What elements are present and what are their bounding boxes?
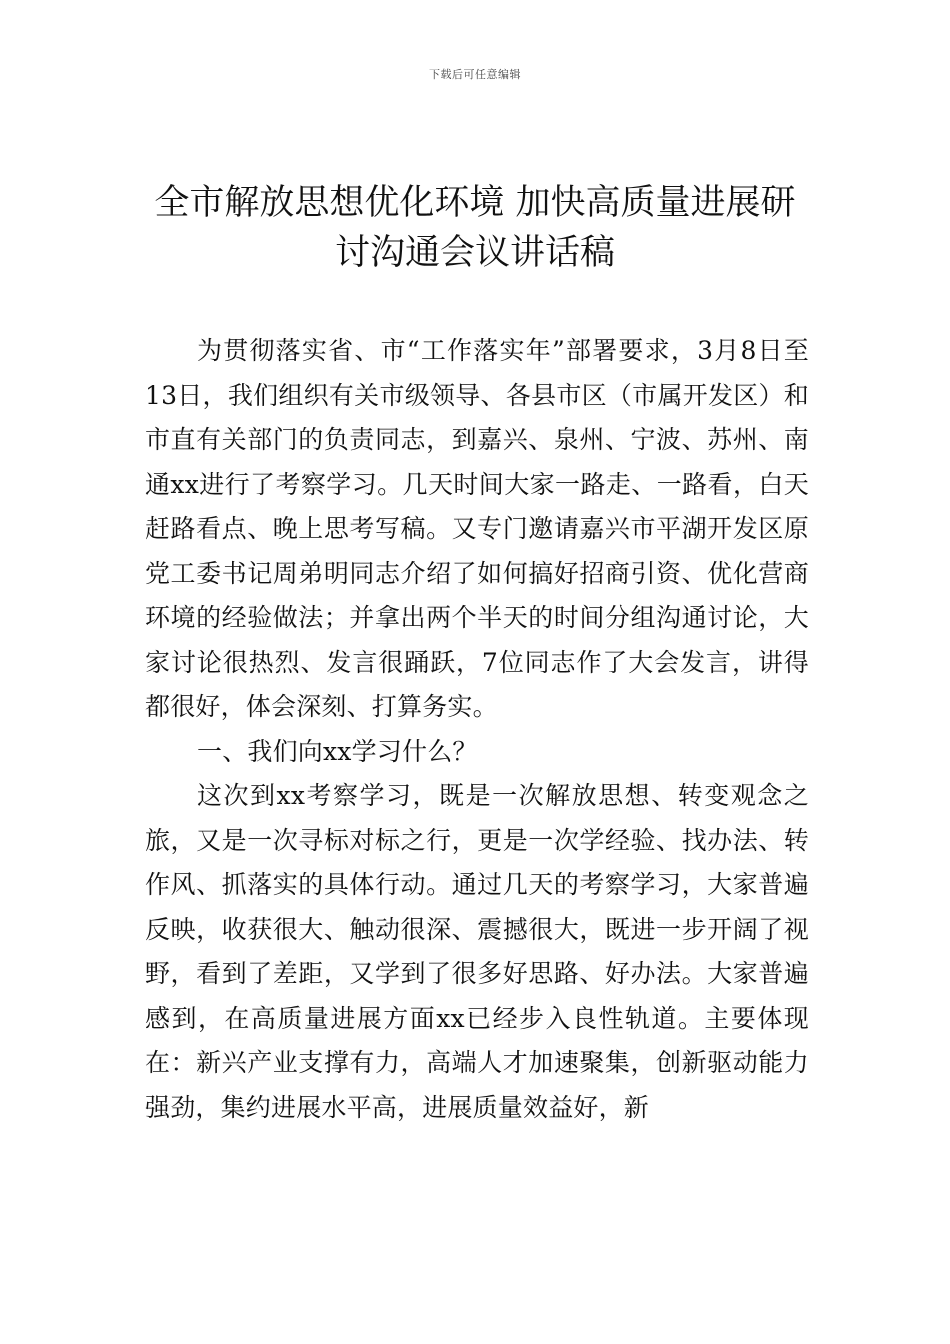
title-line-1: 全市解放思想优化环境 加快高质量进展研	[154, 183, 796, 223]
header-note: 下载后可任意编辑	[429, 68, 521, 81]
body-paragraph: 这次到xx考察学习，既是一次解放思想、转变观念之旅，又是一次寻标对标之行，更是一次学经验、找办法、转作风、抓落实的具体行动。通过几天的考察学习，大家普遍反映，收获很大、触动很深、震撼很大，既进一步开阔了视野，看到了差距，又学到了很多好思路、好办法。大家普遍感到，在高质量进展方面xx已经步入良性轨道。主要体现在：新兴产业支撑有力，高端人才加速聚集，创新驱动能力强劲，集约进展水平高，进展质量效益好，新	[145, 781, 809, 1122]
title-line-2: 讨沟通会议讲话稿	[334, 233, 615, 273]
section-heading: 一、我们向xx学习什么？	[197, 736, 478, 766]
body-paragraph: 为贯彻落实省、市“工作落实年”部署要求，3月8日至13日，我们组织有关市级领导、各县市区（市属开发区）和市直有关部门的负责同志，到嘉兴、泉州、宁波、苏州、南通xx进行了考察学习。几天时间大家一路走、一路看，白天赶路看点、晚上思考写稿。又专门邀请嘉兴市平湖开发区原党工委书记周弟明同志介绍了如何搞好招商引资、优化营商环境的经验做法；并拿出两个半天的时间分组沟通讨论，大家讨论很热烈、发言很踊跃，7位同志作了大会发言，讲得都很好，体会深刻、打算务实。	[145, 336, 809, 721]
document-body	[145, 329, 809, 1130]
document-title	[120, 178, 830, 278]
